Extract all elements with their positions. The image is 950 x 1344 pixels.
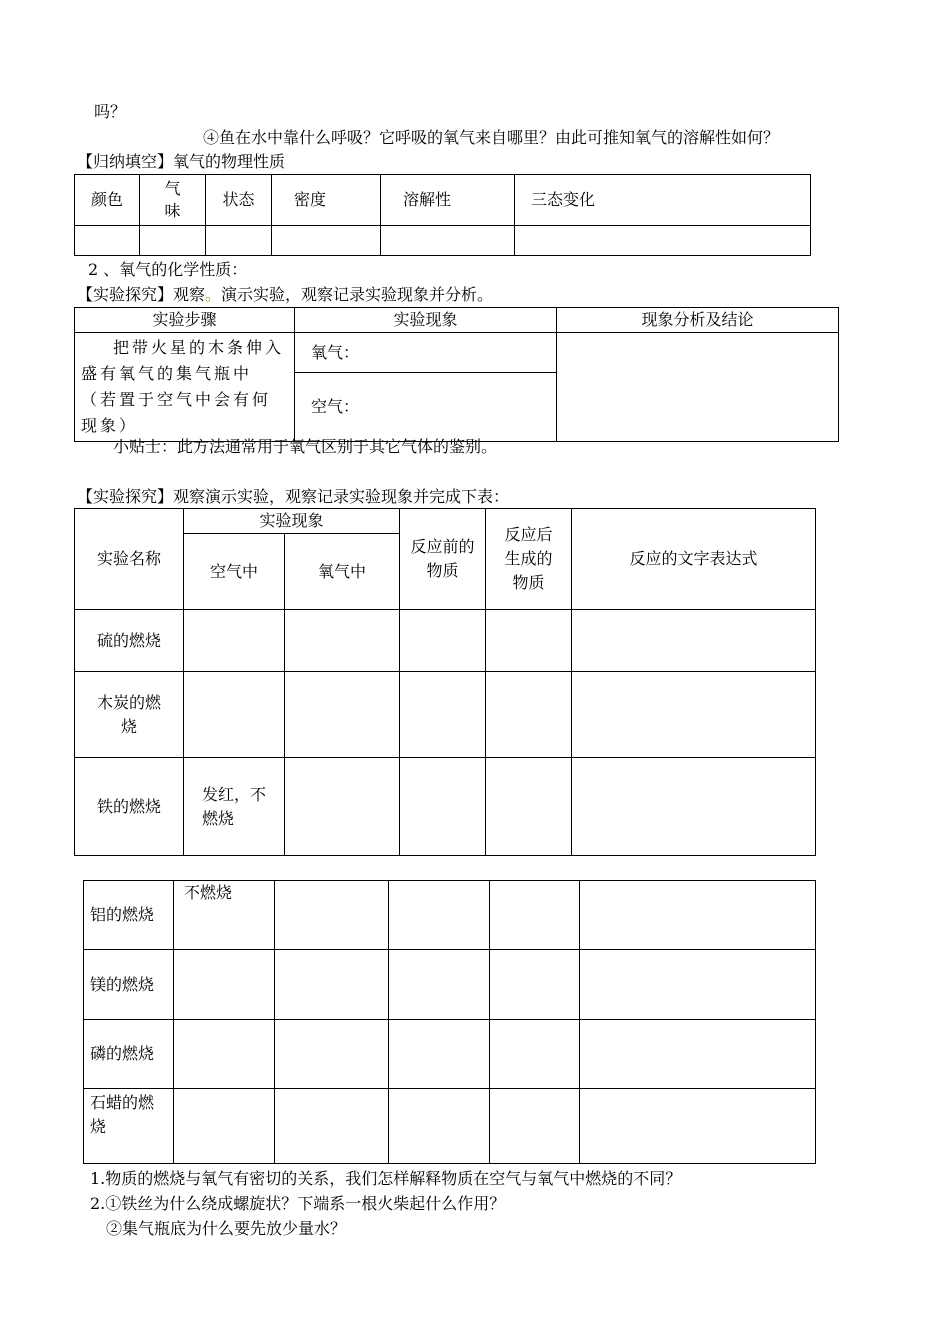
question-1: 1.物质的燃烧与氧气有密切的关系，我们怎样解释物质在空气与氧气中燃烧的不同？ [90, 1169, 682, 1188]
cell-reactants[interactable] [389, 881, 490, 950]
question-3: ②集气瓶底为什么要先放少量水？ [106, 1219, 347, 1238]
cell-state[interactable] [206, 226, 272, 256]
experiment-heading-1-part-a: 【实验探究】观察 [77, 285, 206, 304]
cell-equation[interactable] [572, 610, 816, 672]
question-2: 2.①铁丝为什么绕成螺旋状？下端系一根火柴起什么作用？ [90, 1194, 506, 1213]
header-in-oxygen: 氧气中 [285, 534, 400, 610]
cell-products[interactable] [490, 950, 580, 1020]
question-4: ④鱼在水中靠什么呼吸？它呼吸的氧气来自哪里？由此可推知氧气的溶解性如何？ [203, 128, 780, 147]
cell-products[interactable] [486, 672, 572, 758]
cell-state-changes[interactable] [515, 226, 811, 256]
header-state-changes: 三态变化 [515, 175, 811, 226]
row-name: 铝的燃烧 [84, 881, 174, 950]
cell-odor[interactable] [140, 226, 206, 256]
header-analysis: 现象分析及结论 [557, 308, 839, 333]
cell-reactants[interactable] [400, 672, 486, 758]
text-line-1: 吗？ [94, 102, 127, 121]
cell-equation[interactable] [572, 672, 816, 758]
cell-air[interactable] [174, 1089, 275, 1164]
cell-reactants[interactable] [389, 1089, 490, 1164]
experiment-step-text: 把带火星的木条伸入盛有氧气的集气瓶中（若置于空气中会有何现象） [75, 333, 295, 442]
header-products: 反应后生成的物质 [486, 509, 572, 610]
row-name: 镁的燃烧 [84, 950, 174, 1020]
combustion-table-1 [74, 508, 816, 856]
experiment-heading-1-part-b: 演示实验，观察记录实验现象并分析。 [221, 285, 494, 304]
cell-products[interactable] [486, 758, 572, 856]
header-in-air: 空气中 [184, 534, 285, 610]
header-color: 颜色 [75, 175, 140, 226]
cell-equation[interactable] [572, 758, 816, 856]
header-experiment-name: 实验名称 [75, 509, 184, 610]
cell-reactants[interactable] [389, 950, 490, 1020]
cell-equation[interactable] [580, 881, 816, 950]
cell-air[interactable] [174, 1020, 275, 1089]
cell-products[interactable] [486, 610, 572, 672]
cell-air[interactable] [184, 672, 285, 758]
cell-equation[interactable] [580, 950, 816, 1020]
cell-oxygen[interactable] [275, 1089, 389, 1164]
cell-color[interactable] [75, 226, 140, 256]
cell-air[interactable] [184, 610, 285, 672]
cell-reactants[interactable] [400, 758, 486, 856]
header-word-equation: 反应的文字表达式 [572, 509, 816, 610]
observation-oxygen[interactable]: 氧气： [295, 333, 557, 373]
cell-oxygen[interactable] [275, 881, 389, 950]
cell-equation[interactable] [580, 1020, 816, 1089]
cell-oxygen[interactable] [275, 1020, 389, 1089]
experiment-heading-1 [77, 285, 493, 305]
header-solubility: 溶解性 [381, 175, 515, 226]
section-physical-properties: 【归纳填空】氧气的物理性质 [77, 152, 286, 171]
cell-air[interactable]: 发红，不燃烧 [184, 758, 285, 856]
row-name: 硫的燃烧 [75, 610, 184, 672]
cell-density[interactable] [272, 226, 381, 256]
cell-solubility[interactable] [381, 226, 515, 256]
row-name: 石蜡的燃烧 [84, 1089, 174, 1164]
cell-equation[interactable] [580, 1089, 816, 1164]
header-odor [140, 175, 206, 226]
cell-oxygen[interactable] [285, 610, 400, 672]
observation-air[interactable]: 空气： [295, 373, 557, 442]
header-density: 密度 [272, 175, 381, 226]
experiment-heading-1-dot: 。 [205, 285, 222, 304]
header-odor-label: 气 味 [164, 178, 181, 220]
row-name: 木炭的燃烧 [75, 672, 184, 758]
cell-oxygen[interactable] [285, 672, 400, 758]
header-reactants: 反应前的物质 [400, 509, 486, 610]
tip-text: 小贴士：此方法通常用于氧气区别于其它气体的鉴别。 [113, 437, 498, 456]
header-experiment-phenomena: 实验现象 [184, 509, 400, 534]
row-name: 铁的燃烧 [75, 758, 184, 856]
section-chemical-properties: 2 、氧气的化学性质： [88, 260, 248, 279]
cell-products[interactable] [490, 881, 580, 950]
combustion-table-2 [83, 880, 816, 1164]
cell-reactants[interactable] [389, 1020, 490, 1089]
header-state: 状态 [206, 175, 272, 226]
cell-oxygen[interactable] [285, 758, 400, 856]
experiment-heading-2: 【实验探究】观察演示实验，观察记录实验现象并完成下表： [77, 487, 510, 506]
analysis-cell[interactable] [557, 333, 839, 442]
cell-reactants[interactable] [400, 610, 486, 672]
row-name: 磷的燃烧 [84, 1020, 174, 1089]
cell-air[interactable]: 不燃烧 [174, 881, 275, 950]
header-steps: 实验步骤 [75, 308, 295, 333]
physical-properties-table [74, 174, 811, 256]
cell-products[interactable] [490, 1020, 580, 1089]
cell-oxygen[interactable] [275, 950, 389, 1020]
cell-products[interactable] [490, 1089, 580, 1164]
cell-air[interactable] [174, 950, 275, 1020]
header-phenomena: 实验现象 [295, 308, 557, 333]
oxygen-test-table [74, 307, 839, 442]
